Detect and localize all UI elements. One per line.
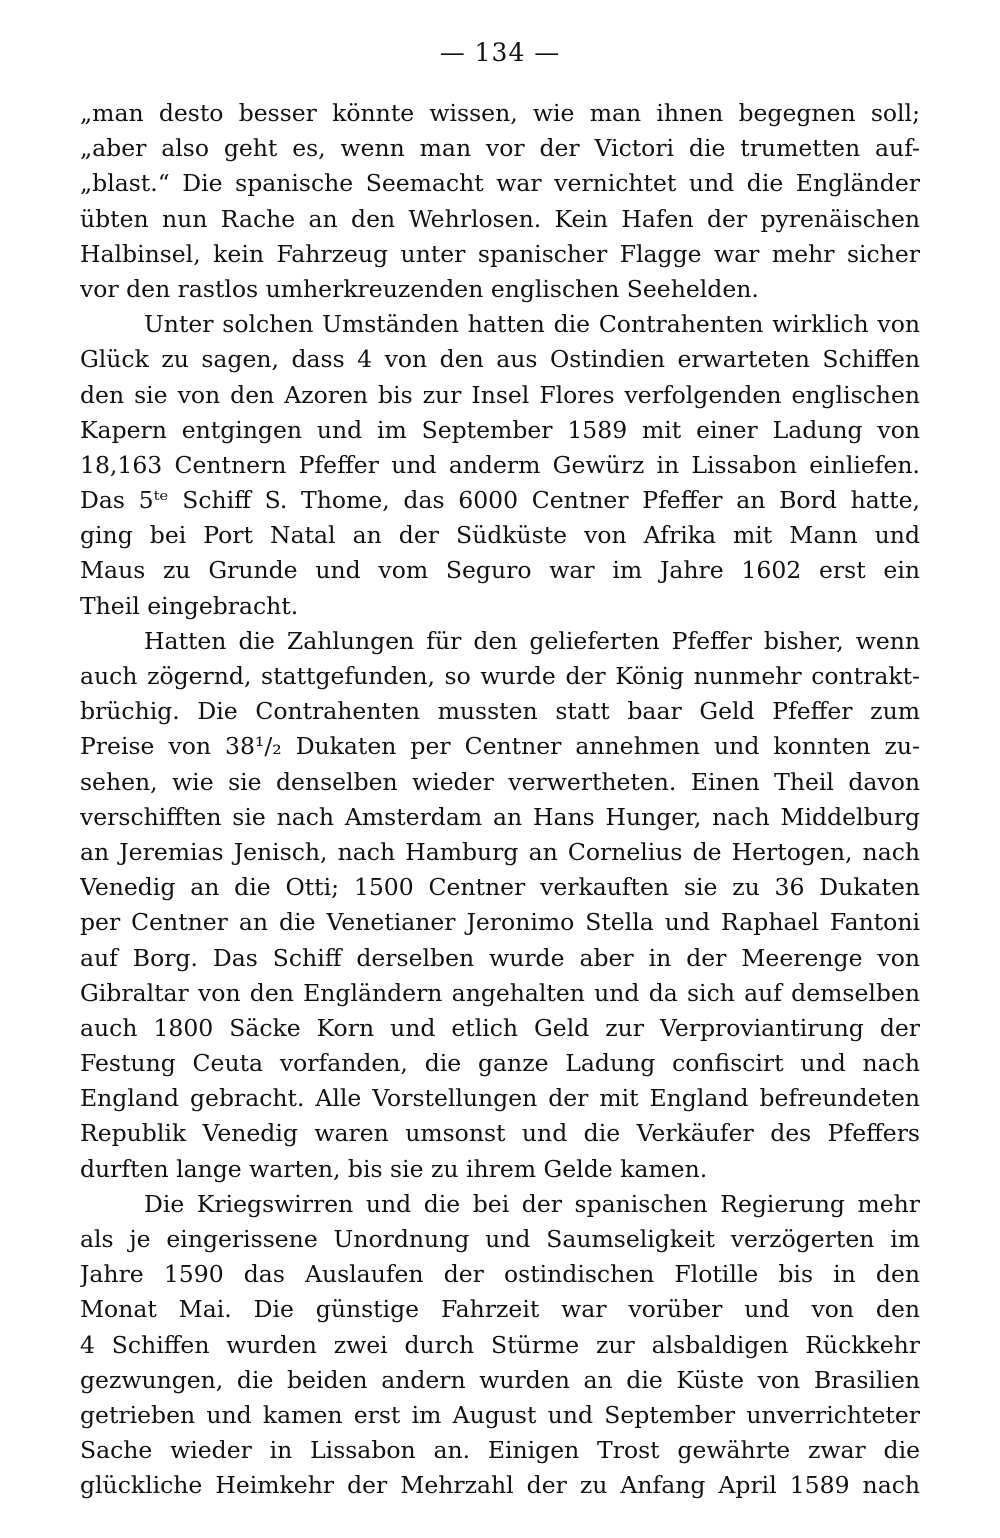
text-line: Maus zu Grunde und vom Seguro war im Jahre 1602 erst ein — [80, 556, 920, 585]
text-line: den sie von den Azoren bis zur Insel Flores verfolgenden englischen — [80, 380, 920, 409]
text-line: „man desto besser könnte wissen, wie man ihnen begegnen soll; — [80, 99, 920, 127]
text-line: an Jeremias Jenisch, nach Hamburg an Cornelius de Hertogen, nach — [80, 837, 920, 866]
text-line: vor den rastlos umherkreuzenden englischen Seehelden. — [80, 274, 759, 303]
text-line: glückliche Heimkehr der Mehrzahl der zu Anfang April 1589 nach — [80, 1471, 920, 1500]
text-line: verschifften sie nach Amsterdam an Hans Hunger, nach Middelburg — [80, 802, 920, 831]
text-line: 4 Schiffen wurden zwei durch Stürme zur alsbaldigen Rückkehr — [80, 1330, 920, 1359]
text-line: Kapern entgingen und im September 1589 mit einer Ladung von — [80, 415, 920, 444]
text-line: Halbinsel, kein Fahrzeug unter spanischer Flagge war mehr sicher — [80, 239, 920, 268]
text-line: Hatten die Zahlungen für den gelieferten Pfeffer bisher, wenn — [144, 626, 920, 655]
text-line: getrieben und kamen erst im August und September unverrichteter — [80, 1400, 920, 1429]
text-line: übten nun Rache an den Wehrlosen. Kein Hafen der pyrenäischen — [80, 204, 920, 233]
text-line: Jahre 1590 das Auslaufen der ostindischen Flotille bis in den — [80, 1260, 920, 1289]
text-line: Monat Mai. Die günstige Fahrzeit war vorüber und von den — [80, 1295, 920, 1324]
text-line: als je eingerissene Unordnung und Saumseligkeit verzögerten im — [80, 1225, 920, 1253]
text-line: Das 5ᵗᵉ Schiff S. Thome, das 6000 Centner Pfeffer an Bord hatte, — [80, 486, 920, 515]
page-number: — 134 — — [439, 38, 561, 67]
text-line: Gibraltar von den Engländern angehalten und da sich auf demselben — [80, 978, 920, 1007]
body-text — [80, 96, 920, 1504]
text-line: Theil eingebracht. — [80, 591, 299, 620]
text-line: durften lange warten, bis sie zu ihrem Gelde kamen. — [80, 1154, 708, 1183]
text-line: Republik Venedig waren umsonst und die Verkäufer des Pfeffers — [80, 1119, 920, 1148]
text-line: auch zögernd, stattgefunden, so wurde der König nunmehr contrakt- — [80, 662, 920, 690]
text-line: England gebracht. Alle Vorstellungen der mit England befreundeten — [80, 1084, 920, 1113]
text-line: Sache wieder in Lissabon an. Einigen Trost gewährte zwar die — [80, 1436, 920, 1465]
text-line: Glück zu sagen, dass 4 von den aus Ostindien erwarteten Schiffen — [80, 345, 920, 374]
text-line: Unter solchen Umständen hatten die Contrahenten wirklich von — [144, 310, 920, 339]
text-line: Venedig an die Otti; 1500 Centner verkauften sie zu 36 Dukaten — [80, 873, 920, 902]
text-line: gezwungen, die beiden andern wurden an die Küste von Brasilien — [80, 1365, 920, 1394]
text-line: per Centner an die Venetianer Jeronimo Stella und Raphael Fantoni — [80, 908, 920, 937]
text-line: auch 1800 Säcke Korn und etlich Geld zur Verproviantirung der — [80, 1013, 920, 1042]
text-line: brüchig. Die Contrahenten mussten statt baar Geld Pfeffer zum — [80, 697, 920, 726]
text-line: Die Kriegswirren und die bei der spanischen Regierung mehr — [144, 1189, 920, 1218]
text-line: Preise von 38¹/₂ Dukaten per Centner annehmen und konnten zu- — [80, 732, 920, 761]
text-line: „blast.“ Die spanische Seemacht war vernichtet und die Engländer — [80, 169, 920, 198]
text-line: 18,163 Centnern Pfeffer und anderm Gewürz in Lissabon einliefen. — [80, 450, 920, 479]
text-line: Festung Ceuta vorfanden, die ganze Ladung confiscirt und nach — [80, 1049, 920, 1078]
text-line: ging bei Port Natal an der Südküste von Afrika mit Mann und — [80, 521, 920, 550]
text-line: auf Borg. Das Schiff derselben wurde aber in der Meerenge von — [80, 943, 920, 972]
text-line: sehen, wie sie denselben wieder verwertheten. Einen Theil davon — [80, 767, 920, 796]
text-line: „aber also geht es, wenn man vor der Victori die trumetten auf- — [80, 134, 920, 163]
